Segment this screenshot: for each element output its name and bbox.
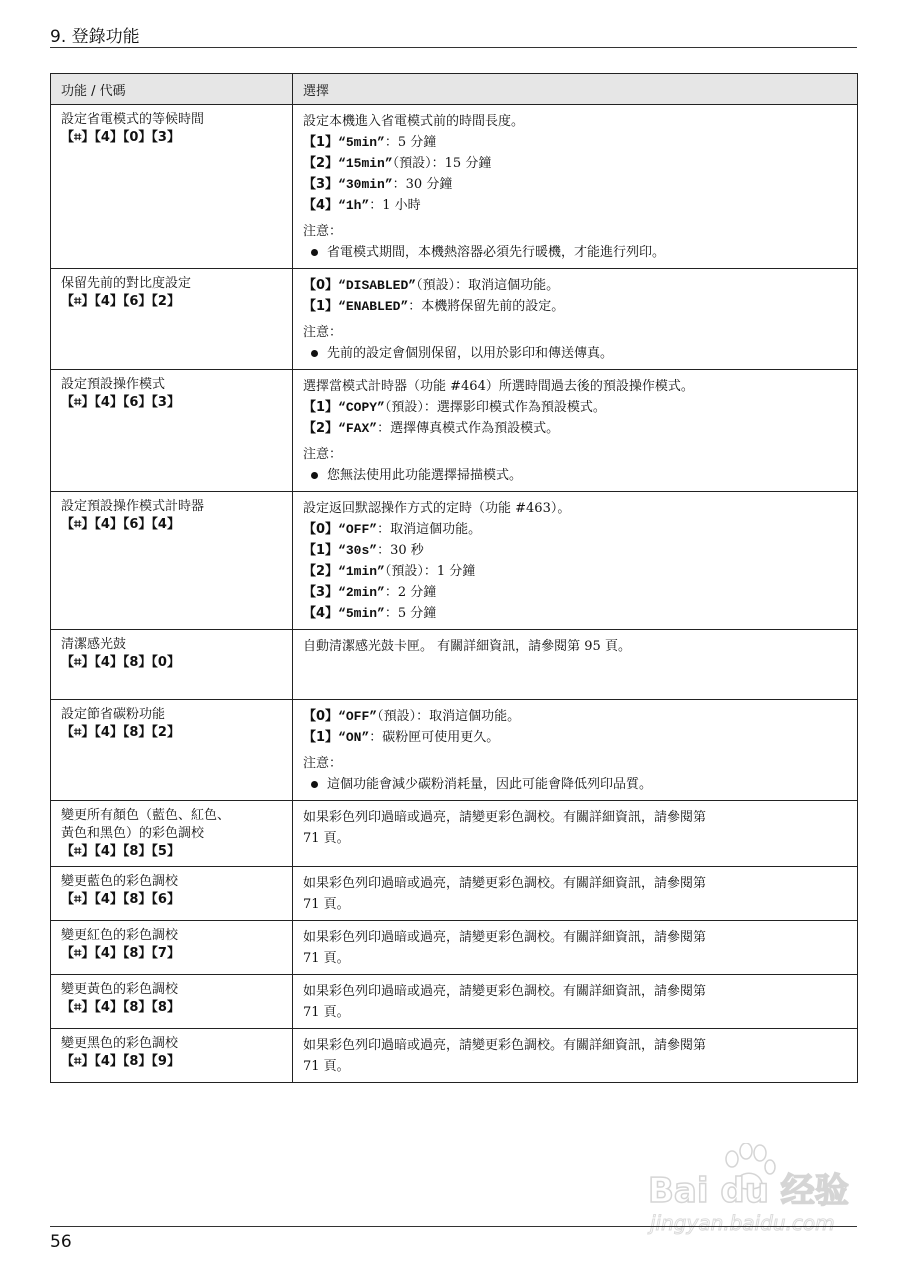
bullet-icon bbox=[311, 472, 318, 479]
function-code: 【⌗】【4】【8】【7】 bbox=[61, 946, 180, 961]
option-item: 【4】“1h”：1 小時 bbox=[303, 198, 421, 213]
selection-intro: 如果彩色列印過暗或過亮，請變更彩色調校。有關詳細資訊，請參閱第 bbox=[303, 810, 707, 825]
table-row-calibrate-black bbox=[51, 1029, 858, 1083]
function-name: 設定預設操作模式計時器 bbox=[61, 499, 205, 514]
function-cell bbox=[51, 630, 293, 700]
selection-cell bbox=[293, 492, 858, 630]
function-cell bbox=[51, 105, 293, 269]
note-item: 您無法使用此功能選擇掃描模式。 bbox=[303, 465, 847, 486]
function-cell bbox=[51, 867, 293, 921]
function-code: 【⌗】【4】【8】【6】 bbox=[61, 892, 180, 907]
function-cell bbox=[51, 492, 293, 630]
function-name: 變更黑色的彩色調校 bbox=[61, 1036, 179, 1051]
function-name: 清潔感光鼓 bbox=[61, 637, 127, 652]
function-name: 變更紅色的彩色調校 bbox=[61, 928, 179, 943]
selection-intro: 71 頁。 bbox=[303, 1005, 350, 1020]
option-item: 【0】“OFF”：取消這個功能。 bbox=[303, 522, 482, 537]
function-code: 【⌗】【4】【8】【9】 bbox=[61, 1054, 180, 1069]
option-item: 【1】“ENABLED”：本機將保留先前的設定。 bbox=[303, 299, 565, 314]
function-code: 【⌗】【4】【6】【2】 bbox=[61, 294, 180, 309]
selection-cell bbox=[293, 801, 858, 867]
selection-intro: 如果彩色列印過暗或過亮，請變更彩色調校。有關詳細資訊，請參閱第 bbox=[303, 876, 707, 891]
footer-divider bbox=[50, 1226, 857, 1227]
selection-intro: 自動清潔感光鼓卡匣。 有關詳細資訊，請參閱第 95 頁。 bbox=[303, 639, 631, 654]
bullet-icon bbox=[311, 249, 318, 256]
option-item: 【4】“5min”：5 分鐘 bbox=[303, 606, 437, 621]
watermark-url: jingyan.baidu.com bbox=[650, 1211, 835, 1235]
baidu-jingyan-watermark bbox=[640, 1143, 880, 1243]
note-label: 注意： bbox=[303, 756, 343, 771]
function-code: 【⌗】【4】【8】【5】 bbox=[61, 844, 180, 859]
option-item: 【3】“2min”：2 分鐘 bbox=[303, 585, 437, 600]
option-item: 【1】“30s”：30 秒 bbox=[303, 543, 424, 558]
selection-intro: 如果彩色列印過暗或過亮，請變更彩色調校。有關詳細資訊，請參閱第 bbox=[303, 984, 707, 999]
column-header-selection: 選擇 bbox=[293, 74, 858, 105]
header-divider bbox=[50, 47, 857, 48]
page-number: 56 bbox=[50, 1232, 72, 1252]
function-name: 保留先前的對比度設定 bbox=[61, 276, 192, 291]
function-cell bbox=[51, 975, 293, 1029]
table-row-calibrate-yellow bbox=[51, 975, 858, 1029]
function-name: 變更黃色的彩色調校 bbox=[61, 982, 179, 997]
table-row-default-mode bbox=[51, 370, 858, 492]
function-code: 【⌗】【4】【6】【4】 bbox=[61, 517, 180, 532]
function-name: 設定省電模式的等候時間 bbox=[61, 112, 205, 127]
selection-cell bbox=[293, 700, 858, 801]
note-item: 省電模式期間，本機熱溶器必須先行暖機，才能進行列印。 bbox=[303, 242, 847, 263]
note-label: 注意： bbox=[303, 325, 343, 340]
table-row-calibrate-red bbox=[51, 921, 858, 975]
note-item: 先前的設定會個別保留，以用於影印和傳送傳真。 bbox=[303, 343, 847, 364]
table-row-clean-drum bbox=[51, 630, 858, 700]
selection-intro: 選擇當模式計時器（功能 #464）所選時間過去後的預設操作模式。 bbox=[303, 379, 694, 394]
selection-cell bbox=[293, 370, 858, 492]
selection-intro: 71 頁。 bbox=[303, 951, 350, 966]
selection-cell bbox=[293, 269, 858, 370]
bullet-icon bbox=[311, 781, 318, 788]
function-cell bbox=[51, 1029, 293, 1083]
option-item: 【0】“DISABLED”（預設）：取消這個功能。 bbox=[303, 278, 560, 293]
selection-intro: 設定本機進入省電模式前的時間長度。 bbox=[303, 114, 525, 129]
option-item: 【3】“30min”：30 分鐘 bbox=[303, 177, 453, 192]
function-code: 【⌗】【4】【8】【8】 bbox=[61, 1000, 180, 1015]
section-title: 9. 登錄功能 bbox=[50, 27, 140, 47]
option-item: 【2】“FAX”：選擇傳真模式作為預設模式。 bbox=[303, 421, 560, 436]
function-cell bbox=[51, 269, 293, 370]
table-row-calibrate-all bbox=[51, 801, 858, 867]
function-cell bbox=[51, 921, 293, 975]
selection-intro: 設定返回默認操作方式的定時（功能 #463）。 bbox=[303, 501, 571, 516]
function-name: 黃色和黑色）的彩色調校 bbox=[61, 826, 205, 841]
function-code: 【⌗】【4】【0】【3】 bbox=[61, 130, 180, 145]
table-row-mode-timer bbox=[51, 492, 858, 630]
selection-cell bbox=[293, 1029, 858, 1083]
option-item: 【2】“1min”（預設）：1 分鐘 bbox=[303, 564, 476, 579]
function-code: 【⌗】【4】【6】【3】 bbox=[61, 395, 180, 410]
selection-intro: 71 頁。 bbox=[303, 1059, 350, 1074]
option-item: 【1】“COPY”（預設）：選擇影印模式作為預設模式。 bbox=[303, 400, 606, 415]
settings-table bbox=[50, 73, 858, 1083]
function-cell bbox=[51, 801, 293, 867]
table-header-row bbox=[51, 74, 858, 105]
function-name: 設定節省碳粉功能 bbox=[61, 707, 166, 722]
function-name: 設定預設操作模式 bbox=[61, 377, 166, 392]
selection-cell bbox=[293, 105, 858, 269]
selection-intro: 71 頁。 bbox=[303, 897, 350, 912]
note-label: 注意： bbox=[303, 447, 343, 462]
column-header-function: 功能 / 代碼 bbox=[51, 74, 293, 105]
table-row-contrast-hold bbox=[51, 269, 858, 370]
selection-cell bbox=[293, 867, 858, 921]
selection-cell bbox=[293, 630, 858, 700]
function-cell bbox=[51, 370, 293, 492]
note-item: 這個功能會減少碳粉消耗量，因此可能會降低列印品質。 bbox=[303, 774, 847, 795]
table-row-calibrate-blue bbox=[51, 867, 858, 921]
selection-cell bbox=[293, 921, 858, 975]
option-item: 【0】“OFF”（預設）：取消這個功能。 bbox=[303, 709, 521, 724]
table-row-power-save-wait bbox=[51, 105, 858, 269]
option-item: 【2】“15min”（預設）：15 分鐘 bbox=[303, 156, 492, 171]
option-item: 【1】“5min”：5 分鐘 bbox=[303, 135, 437, 150]
note-label: 注意： bbox=[303, 224, 343, 239]
watermark-logo-text: Bai du 经验 bbox=[648, 1171, 849, 1211]
selection-cell bbox=[293, 975, 858, 1029]
function-cell bbox=[51, 700, 293, 801]
function-name: 變更藍色的彩色調校 bbox=[61, 874, 179, 889]
table-row-toner-save bbox=[51, 700, 858, 801]
selection-intro: 如果彩色列印過暗或過亮，請變更彩色調校。有關詳細資訊，請參閱第 bbox=[303, 1038, 707, 1053]
selection-intro: 如果彩色列印過暗或過亮，請變更彩色調校。有關詳細資訊，請參閱第 bbox=[303, 930, 707, 945]
function-code: 【⌗】【4】【8】【2】 bbox=[61, 725, 180, 740]
selection-intro: 71 頁。 bbox=[303, 831, 350, 846]
option-item: 【1】“ON”：碳粉匣可使用更久。 bbox=[303, 730, 500, 745]
function-code: 【⌗】【4】【8】【0】 bbox=[61, 655, 180, 670]
bullet-icon bbox=[311, 350, 318, 357]
function-name: 變更所有顏色（藍色、紅色、 bbox=[61, 808, 231, 823]
